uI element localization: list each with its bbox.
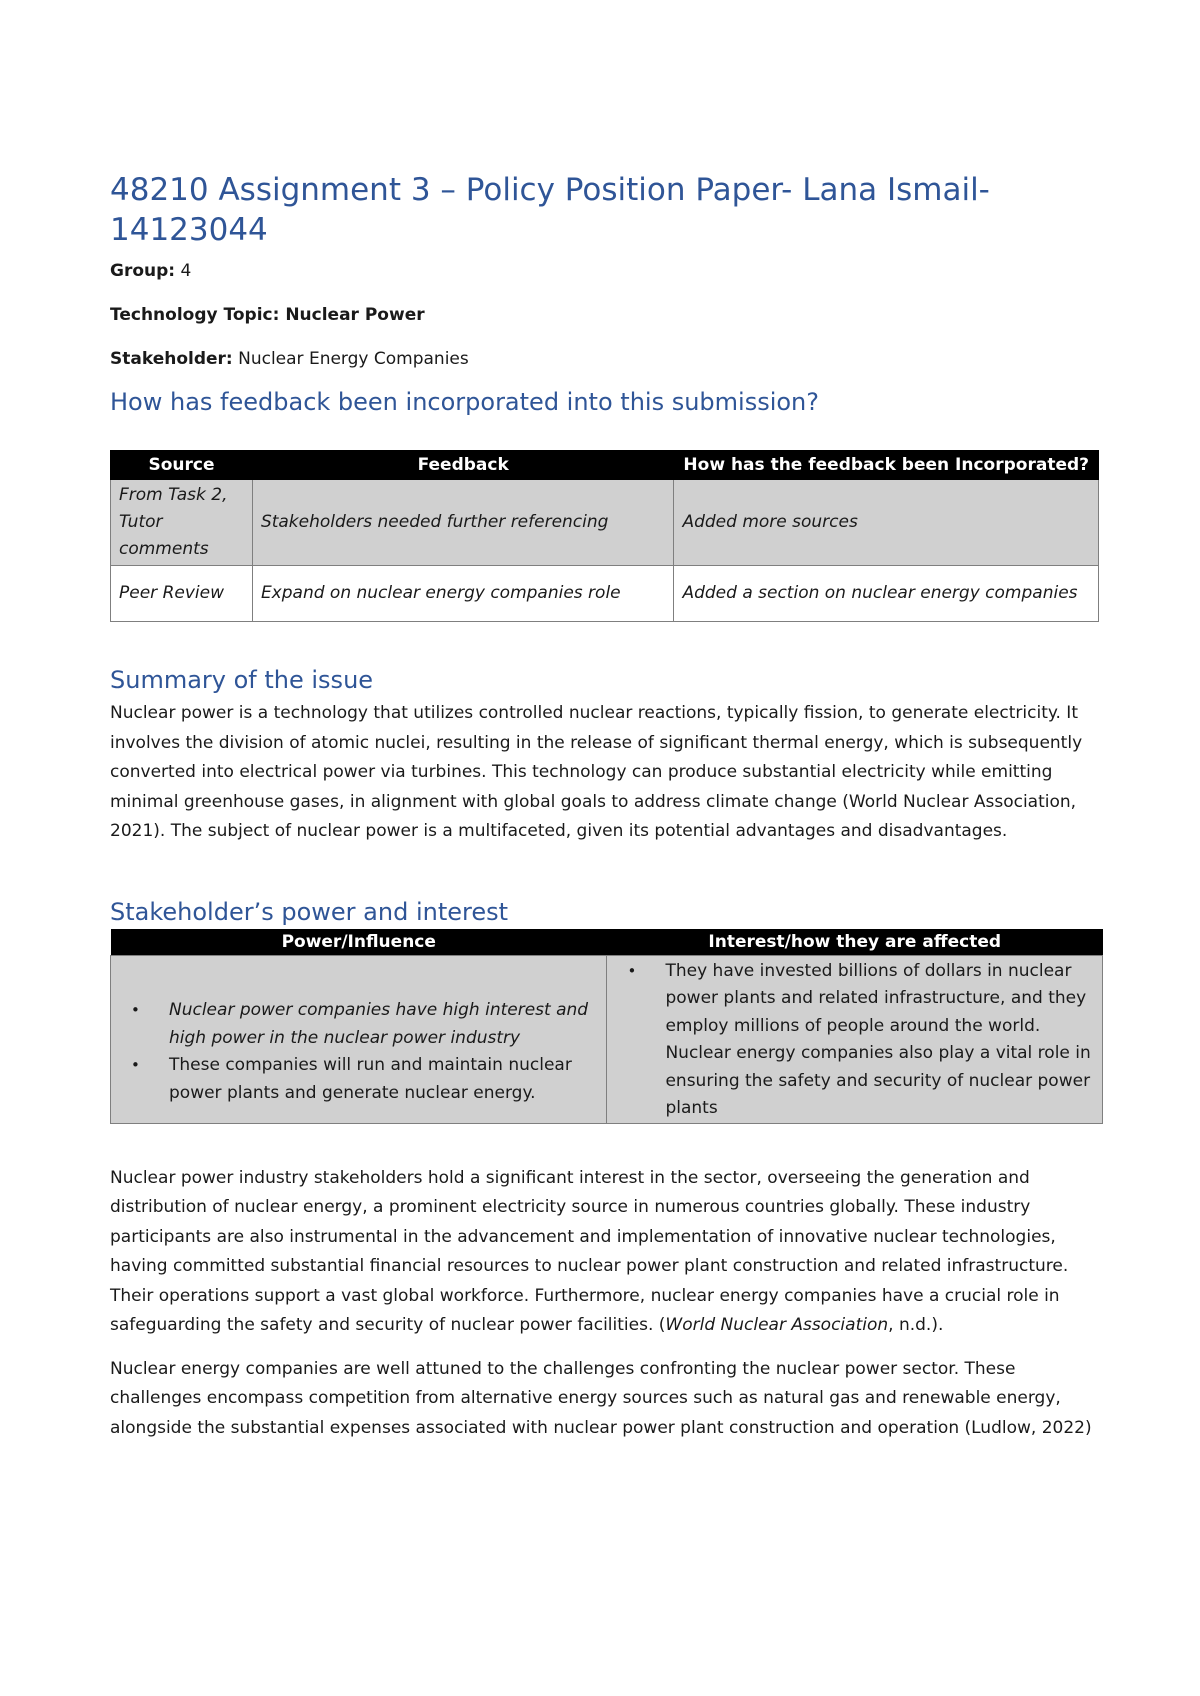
col-interest: Interest/how they are affected <box>607 929 1103 956</box>
topic-label: Technology Topic: Nuclear Power <box>110 305 425 325</box>
feedback-table <box>110 450 1099 622</box>
power-interest-table <box>110 929 1103 1124</box>
bullet-icon: • <box>131 1001 140 1019</box>
cell-source: From Task 2, Tutor comments <box>111 480 253 566</box>
group-line <box>110 260 1100 282</box>
cell-feedback: Stakeholders needed further referencing <box>252 480 674 566</box>
group-value: 4 <box>175 261 192 281</box>
stakeholder-paragraph-1 <box>110 1164 1095 1341</box>
power-interest-header <box>111 929 1103 956</box>
cell-feedback: Expand on nuclear energy companies role <box>252 566 674 622</box>
citation: World Nuclear Association <box>665 1315 889 1335</box>
feedback-table-header <box>111 451 1099 480</box>
bullet-icon: • <box>131 1056 140 1074</box>
interest-cell <box>607 955 1103 1123</box>
stakeholder-heading: Stakeholder’s power and interest <box>110 897 509 926</box>
topic-line <box>110 304 1100 326</box>
power-item-text: Nuclear power companies have high interest and high power in the nuclear power industry <box>169 1000 589 1048</box>
document-content <box>110 170 1100 1443</box>
bullet-icon: • <box>627 961 637 980</box>
list-item <box>131 997 596 1052</box>
col-source: Source <box>111 451 253 480</box>
document-title: 48210 Assignment 3 – Policy Position Paper- Lana Ismail-14123044 <box>110 172 990 248</box>
stakeholder-value: Nuclear Energy Companies <box>232 349 469 369</box>
cell-incorporated: Added a section on nuclear energy companies <box>674 566 1099 622</box>
summary-heading: Summary of the issue <box>110 666 374 694</box>
group-label: Group: <box>110 261 176 281</box>
col-incorporated: How has the feedback been Incorporated? <box>674 451 1099 480</box>
paragraph-text: Nuclear power industry stakeholders hold a significant interest in the sector, overseeing the generation and distribution of nuclear energy, a prominent electricity source in numerous countries globally. These industry participants are also instrumental in the advancement and implementation of innovative nuclear technologies, having committed substantial financial resources to nuclear power plant construction and related infrastructure. Their operations support a vast global workforce. Furthermore, nuclear energy companies have a crucial role in safeguarding the safety and security of nuclear power facilities. ( <box>110 1167 1069 1335</box>
interest-list <box>617 958 1092 1123</box>
interest-item-text: They have invested billions of dollars in nuclear power plants and related infrastructure, and they employ millions of people around the world. Nuclear energy companies also play a vital role in ensuring the safety and security of nuclear power plants <box>665 960 1091 1118</box>
stakeholder-paragraph-2: Nuclear energy companies are well attuned to the challenges confronting the nuclear power sector. These challenges encompass competition from alternative energy sources such as natural gas and renewable energy, alongside the substantial expenses associated with nuclear power plant construction and operation (Ludlow, 2022) <box>110 1358 1092 1438</box>
power-list <box>121 997 596 1107</box>
list-item <box>627 958 1092 1123</box>
summary-paragraph: Nuclear power is a technology that utilizes controlled nuclear reactions, typically fission, to generate electricity. It involves the division of atomic nuclei, resulting in the release of significant thermal energy, which is subsequently converted into electrical power via turbines. This technology can produce substantial electricity while emitting minimal greenhouse gases, in alignment with global goals to address climate change (World Nuclear Association, 2021). The subject of nuclear power is a multifaceted, given its potential advantages and disadvantages. <box>110 703 1083 841</box>
citation-tail: , n.d.). <box>888 1315 944 1335</box>
cell-source: Peer Review <box>111 566 253 622</box>
cell-incorporated: Added more sources <box>674 480 1099 566</box>
stakeholder-line <box>110 348 1100 370</box>
table-row <box>111 566 1099 622</box>
table-row <box>111 480 1099 566</box>
col-power: Power/Influence <box>111 929 607 956</box>
col-feedback: Feedback <box>252 451 674 480</box>
power-item-text: These companies will run and maintain nuclear power plants and generate nuclear energy. <box>169 1055 572 1103</box>
power-cell <box>111 955 607 1123</box>
feedback-heading: How has feedback been incorporated into this submission? <box>110 388 820 416</box>
table-row <box>111 955 1103 1123</box>
stakeholder-label: Stakeholder: <box>110 349 233 369</box>
list-item <box>131 1052 596 1107</box>
